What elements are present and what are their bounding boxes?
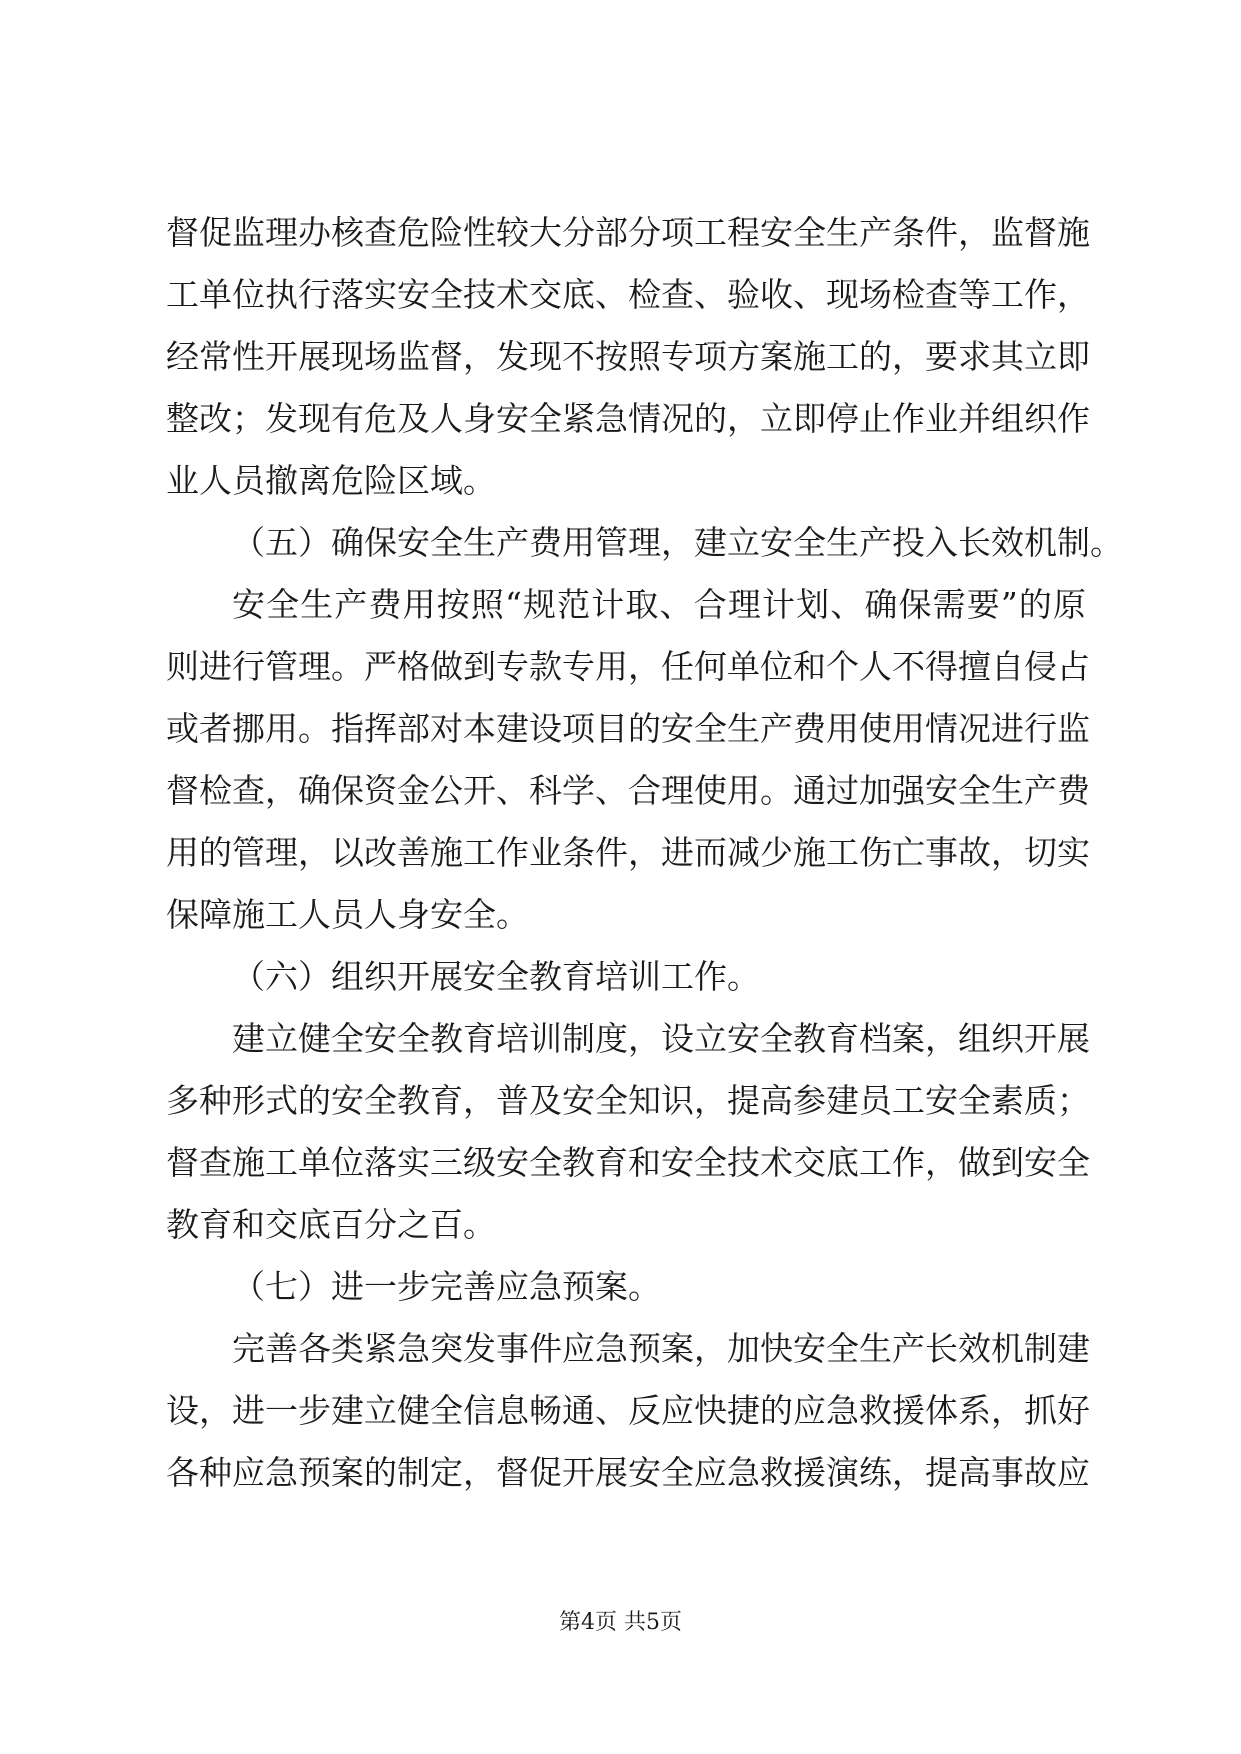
- body-line: 整改；发现有危及人身安全紧急情况的，立即停止作业并组织作: [166, 399, 1090, 438]
- body-line: 工单位执行落实安全技术交底、检查、验收、现场检查等工作，: [166, 275, 1090, 314]
- body-line: 督检查，确保资金公开、科学、合理使用。通过加强安全生产费: [166, 771, 1090, 810]
- section-heading-5: （五）确保安全生产费用管理，建立安全生产投入长效机制。: [232, 523, 1123, 562]
- section-heading-6: （六）组织开展安全教育培训工作。: [232, 957, 760, 996]
- body-line: 设，进一步建立健全信息畅通、反应快捷的应急救援体系，抓好: [166, 1391, 1090, 1430]
- section-heading-7: （七）进一步完善应急预案。: [232, 1267, 661, 1306]
- body-line: 或者挪用。指挥部对本建设项目的安全生产费用使用情况进行监: [166, 709, 1090, 748]
- body-line: 则进行管理。严格做到专款专用，任何单位和个人不得擅自侵占: [166, 647, 1090, 686]
- body-line: 建立健全安全教育培训制度，设立安全教育档案，组织开展: [232, 1019, 1090, 1058]
- body-line: 各种应急预案的制定，督促开展安全应急救援演练，提高事故应: [166, 1453, 1090, 1492]
- body-line: 教育和交底百分之百。: [166, 1205, 496, 1244]
- body-line: 用的管理，以改善施工作业条件，进而减少施工伤亡事故，切实: [166, 833, 1090, 872]
- body-line: 督促监理办核查危险性较大分部分项工程安全生产条件，监督施: [166, 213, 1090, 252]
- body-line: 督查施工单位落实三级安全教育和安全技术交底工作，做到安全: [166, 1143, 1090, 1182]
- body-line: 多种形式的安全教育，普及安全知识，提高参建员工安全素质；: [166, 1081, 1090, 1120]
- body-line: 安全生产费用按照“规范计取、合理计划、确保需要”的原: [232, 585, 1086, 624]
- page-number-footer: 第4页 共5页: [559, 1610, 682, 1635]
- body-line: 保障施工人员人身安全。: [166, 895, 529, 934]
- body-line: 业人员撤离危险区域。: [166, 461, 496, 500]
- body-line: 完善各类紧急突发事件应急预案，加快安全生产长效机制建: [232, 1329, 1090, 1368]
- body-line: 经常性开展现场监督，发现不按照专项方案施工的，要求其立即: [166, 337, 1090, 376]
